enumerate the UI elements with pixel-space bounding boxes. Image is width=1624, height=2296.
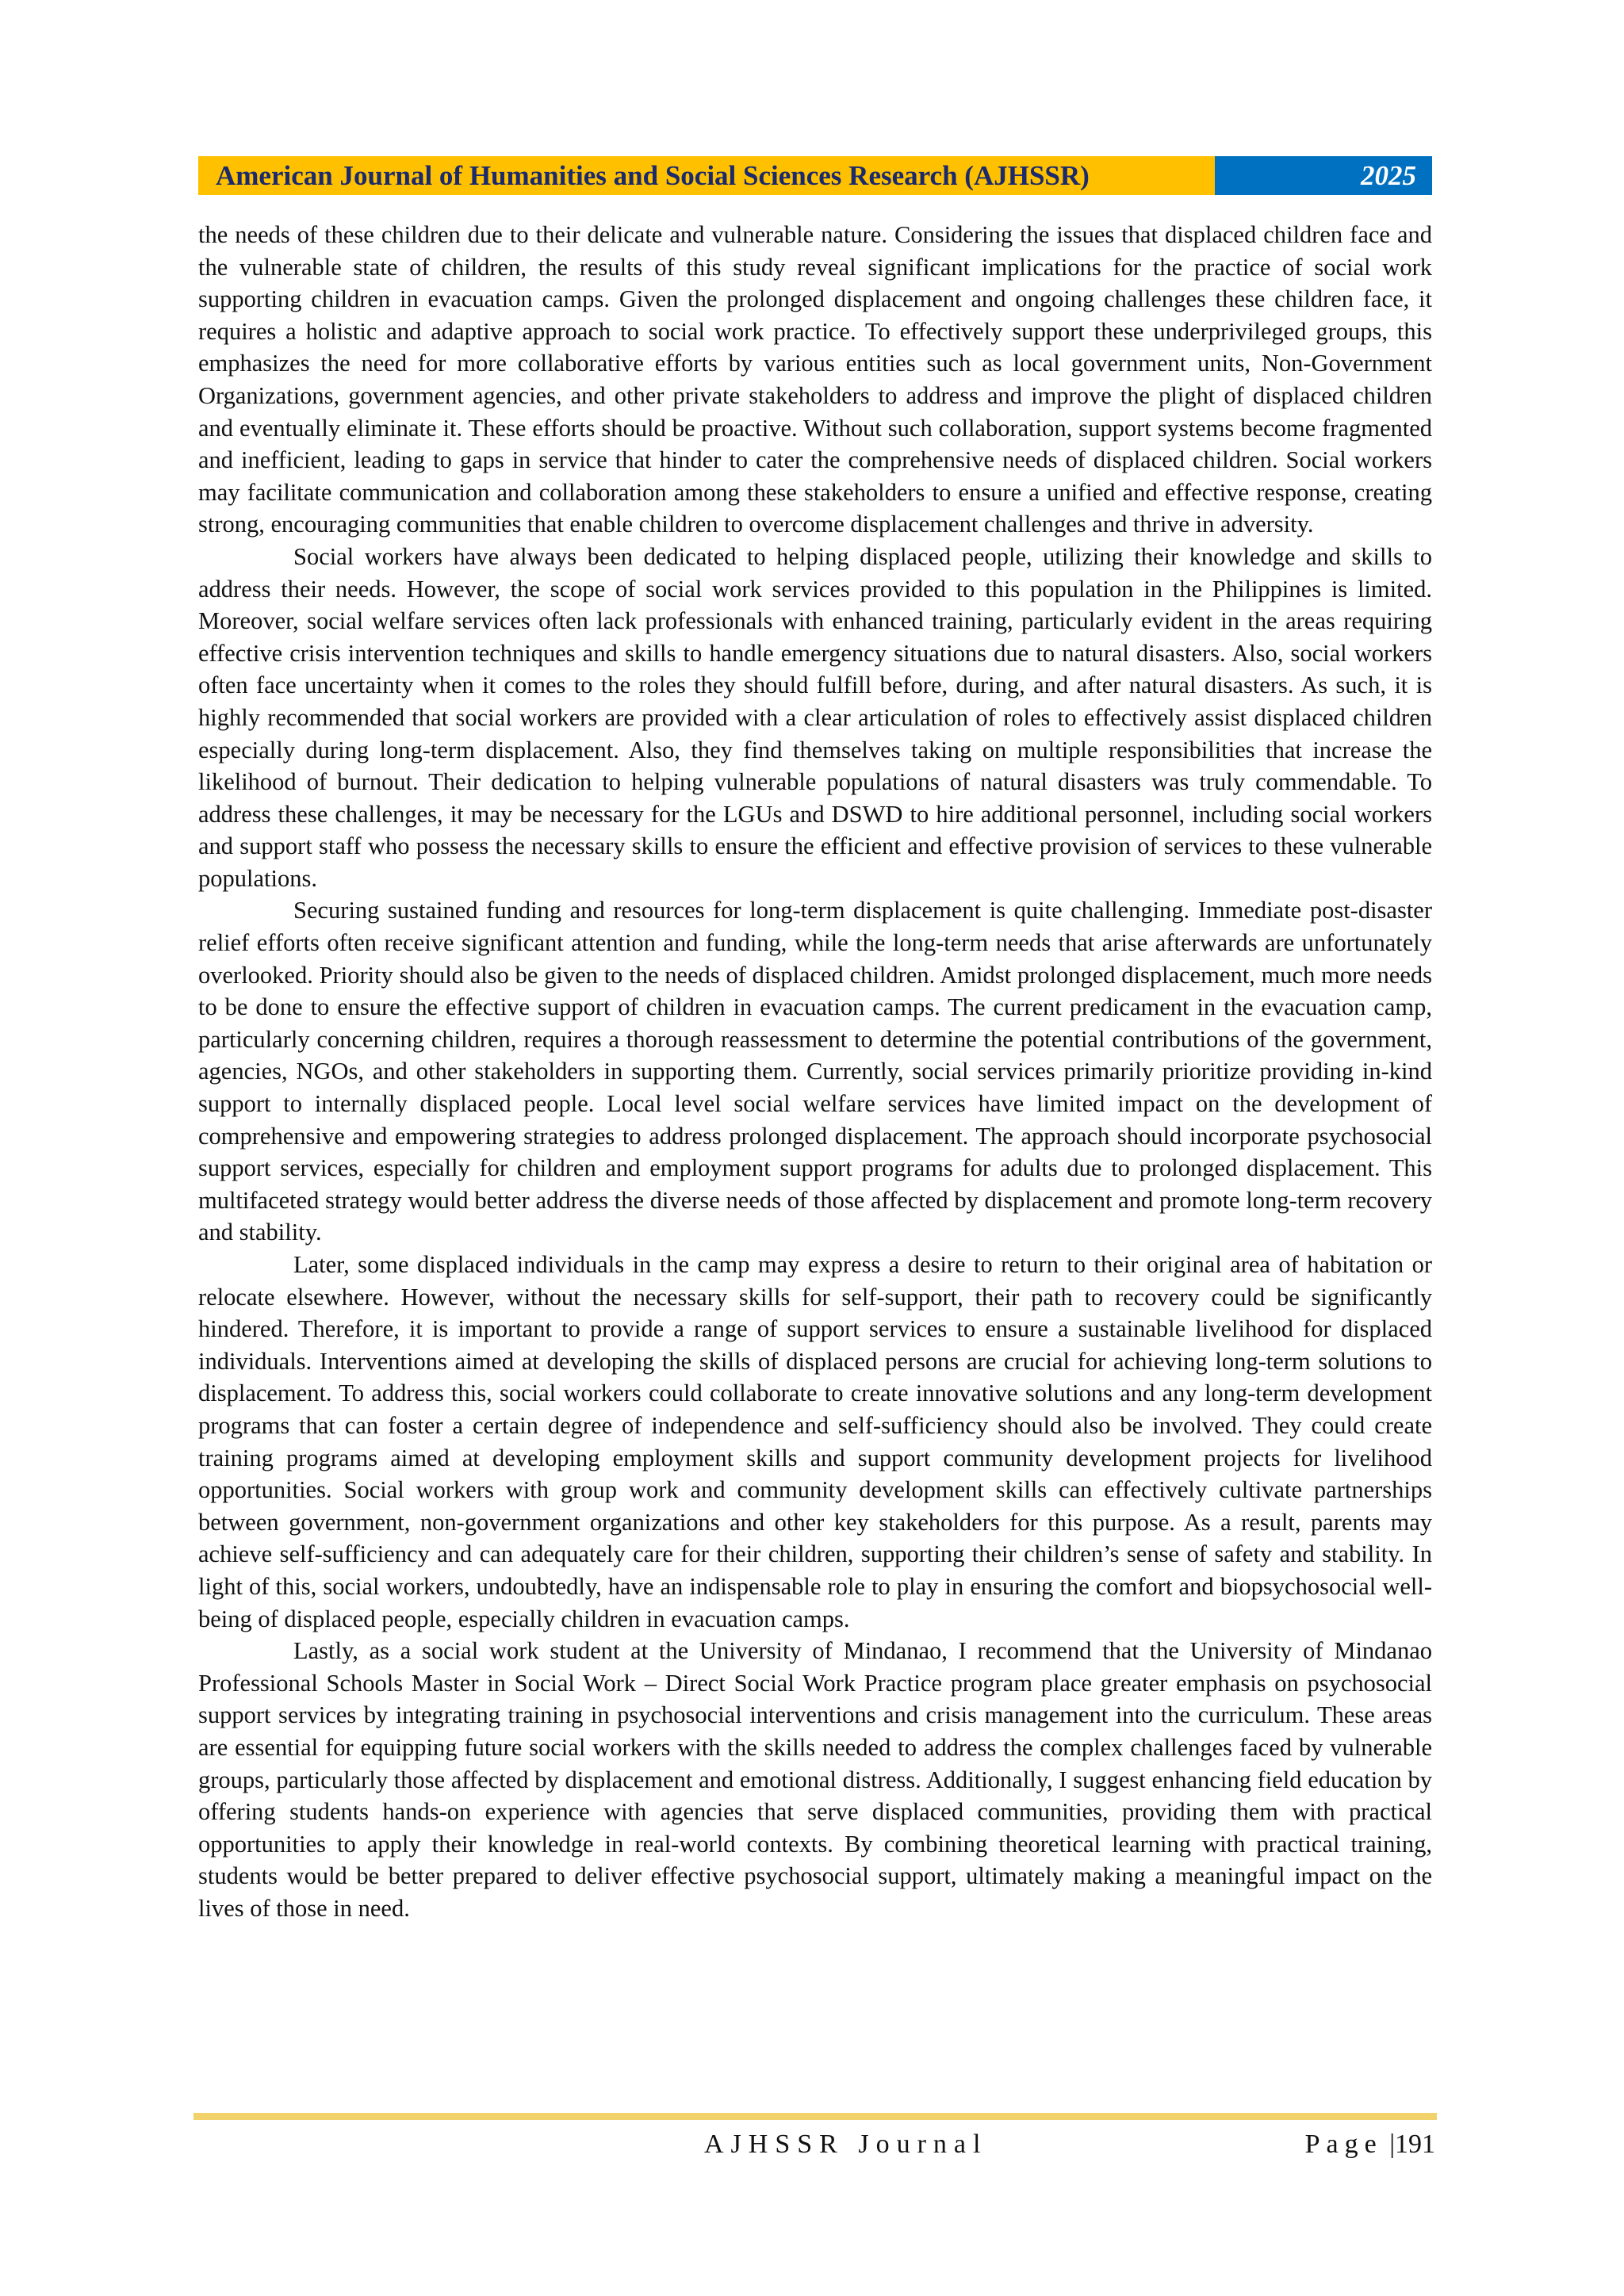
footer-journal-name: AJHSSR Journal	[704, 2130, 988, 2159]
footer-divider	[193, 2113, 1437, 2120]
paragraph-livelihood: Later, some displaced individuals in the camp may express a desire to return to their original area of habitation or relocate elsewhere. However, without the necessary skills for self-support, their path to recovery could be significantly hindered. Therefore, it is important to provide a range of support services to ensure a sustainable livelihood for displaced individuals. Interventions aimed at developing the skills of displaced persons are crucial for achieving long-term solutions to displacement. To address this, social workers could collaborate to create innovative solutions and any long-term development programs that can foster a certain degree of independence and self-sufficiency should also be involved. They could create training programs aimed at developing employment skills and support community development projects for livelihood opportunities. Social workers with group work and community development skills can effectively cultivate partnerships between government, non-government organizations and other key stakeholders for this purpose. As a result, parents may achieve self-sufficiency and can adequately care for their children, supporting their children’s sense of safety and stability. In light of this, social workers, undoubtedly, have an indispensable role to play in ensuring the comfort and biopsychosocial well-being of displaced people, especially children in evacuation camps.	[198, 1251, 1432, 1632]
paragraph-recommendation: Lastly, as a social work student at the University of Mindanao, I recommend that the University of Mindanao Professional Schools Master in Social Work – Direct Social Work Practice program place greater emphasis on psychosocial support services by integrating training in psychosocial interventions and crisis management into the curriculum. These areas are essential for equipping future social workers with the skills needed to address the complex challenges faced by vulnerable groups, particularly those affected by displacement and emotional distress. Additionally, I suggest enhancing field education by offering students hands-on experience with agencies that serve displaced communities, providing them with practical opportunities to apply their knowledge in real-world contexts. By combining theoretical learning with practical training, students would be better prepared to deliver effective psychosocial support, ultimately making a meaningful impact on the lives of those in need.	[198, 1637, 1432, 1922]
page-number-value: 191	[1395, 2130, 1435, 2159]
paragraph-funding: Securing sustained funding and resources for long-term displacement is quite challenging. Immediate post-disaster relief efforts often receive significant attention and funding, while the long-term needs that arise afterwards are unfortunately overlooked. Priority should also be given to the needs of displaced children. Amidst prolonged displacement, much more needs to be done to ensure the effective support of children in evacuation camps. The current predicament in the evacuation camp, particularly concerning children, requires a thorough reassessment to determine the potential contributions of the government, agencies, NGOs, and other stakeholders in supporting them. Currently, social services primarily prioritize providing in-kind support to internally displaced people. Local level social welfare services have limited impact on the development of comprehensive and empowering strategies to address prolonged displacement. The approach should incorporate psychosocial support services, especially for children and employment support programs for adults due to prolonged displacement. This multifaceted strategy would better address the diverse needs of those affected by displacement and promote long-term recovery and stability.	[198, 897, 1432, 1246]
paragraph-social-workers: Social workers have always been dedicated to helping displaced people, utilizing their knowledge and skills to address their needs. However, the scope of social work services provided to this population in the Philippines is limited. Moreover, social welfare services often lack professionals with enhanced training, particularly evident in the areas requiring effective crisis intervention techniques and skills to handle emergency situations due to natural disasters. Also, social workers often face uncertainty when it comes to the roles they should fulfill before, during, and after natural disasters. As such, it is highly recommended that social workers are provided with a clear articulation of roles to effectively assist displaced children especially during long-term displacement. Also, they find themselves taking on multiple responsibilities that increase the likelihood of burnout. Their dedication to helping vulnerable populations of natural disasters was truly commendable. To address these challenges, it may be necessary for the LGUs and DSWD to hire additional personnel, including social workers and support staff who possess the necessary skills to ensure the efficient and effective provision of services to these vulnerable populations.	[198, 542, 1432, 892]
publication-year: 2025	[1215, 156, 1432, 195]
page-number	[1305, 2130, 1435, 2160]
paragraph-continuation: the needs of these children due to their delicate and vulnerable nature. Considering the issues that displaced children face and the vulnerable state of children, the results of this study reveal significant implications for the practice of social work supporting children in evacuation camps. Given the prolonged displacement and ongoing challenges these children face, it requires a holistic and adaptive approach to social work practice. To effectively support these underprivileged groups, this emphasizes the need for more collaborative efforts by various entities such as local government units, Non-Government Organizations, government agencies, and other private stakeholders to address and improve the plight of displaced children and eventually eliminate it. These efforts should be proactive. Without such collaboration, support systems become fragmented and inefficient, leading to gaps in service that hinder to cater the comprehensive needs of displaced children. Social workers may facilitate communication and collaboration among these stakeholders to ensure a unified and effective response, creating strong, encouraging communities that enable children to overcome displacement challenges and thrive in adversity.	[198, 221, 1432, 538]
article-body	[198, 219, 1432, 1924]
page-separator: |	[1389, 2130, 1395, 2159]
running-header	[198, 156, 1432, 195]
journal-title: American Journal of Humanities and Social Sciences Research (AJHSSR)	[198, 156, 1215, 195]
page-label: Page	[1304, 2130, 1383, 2159]
